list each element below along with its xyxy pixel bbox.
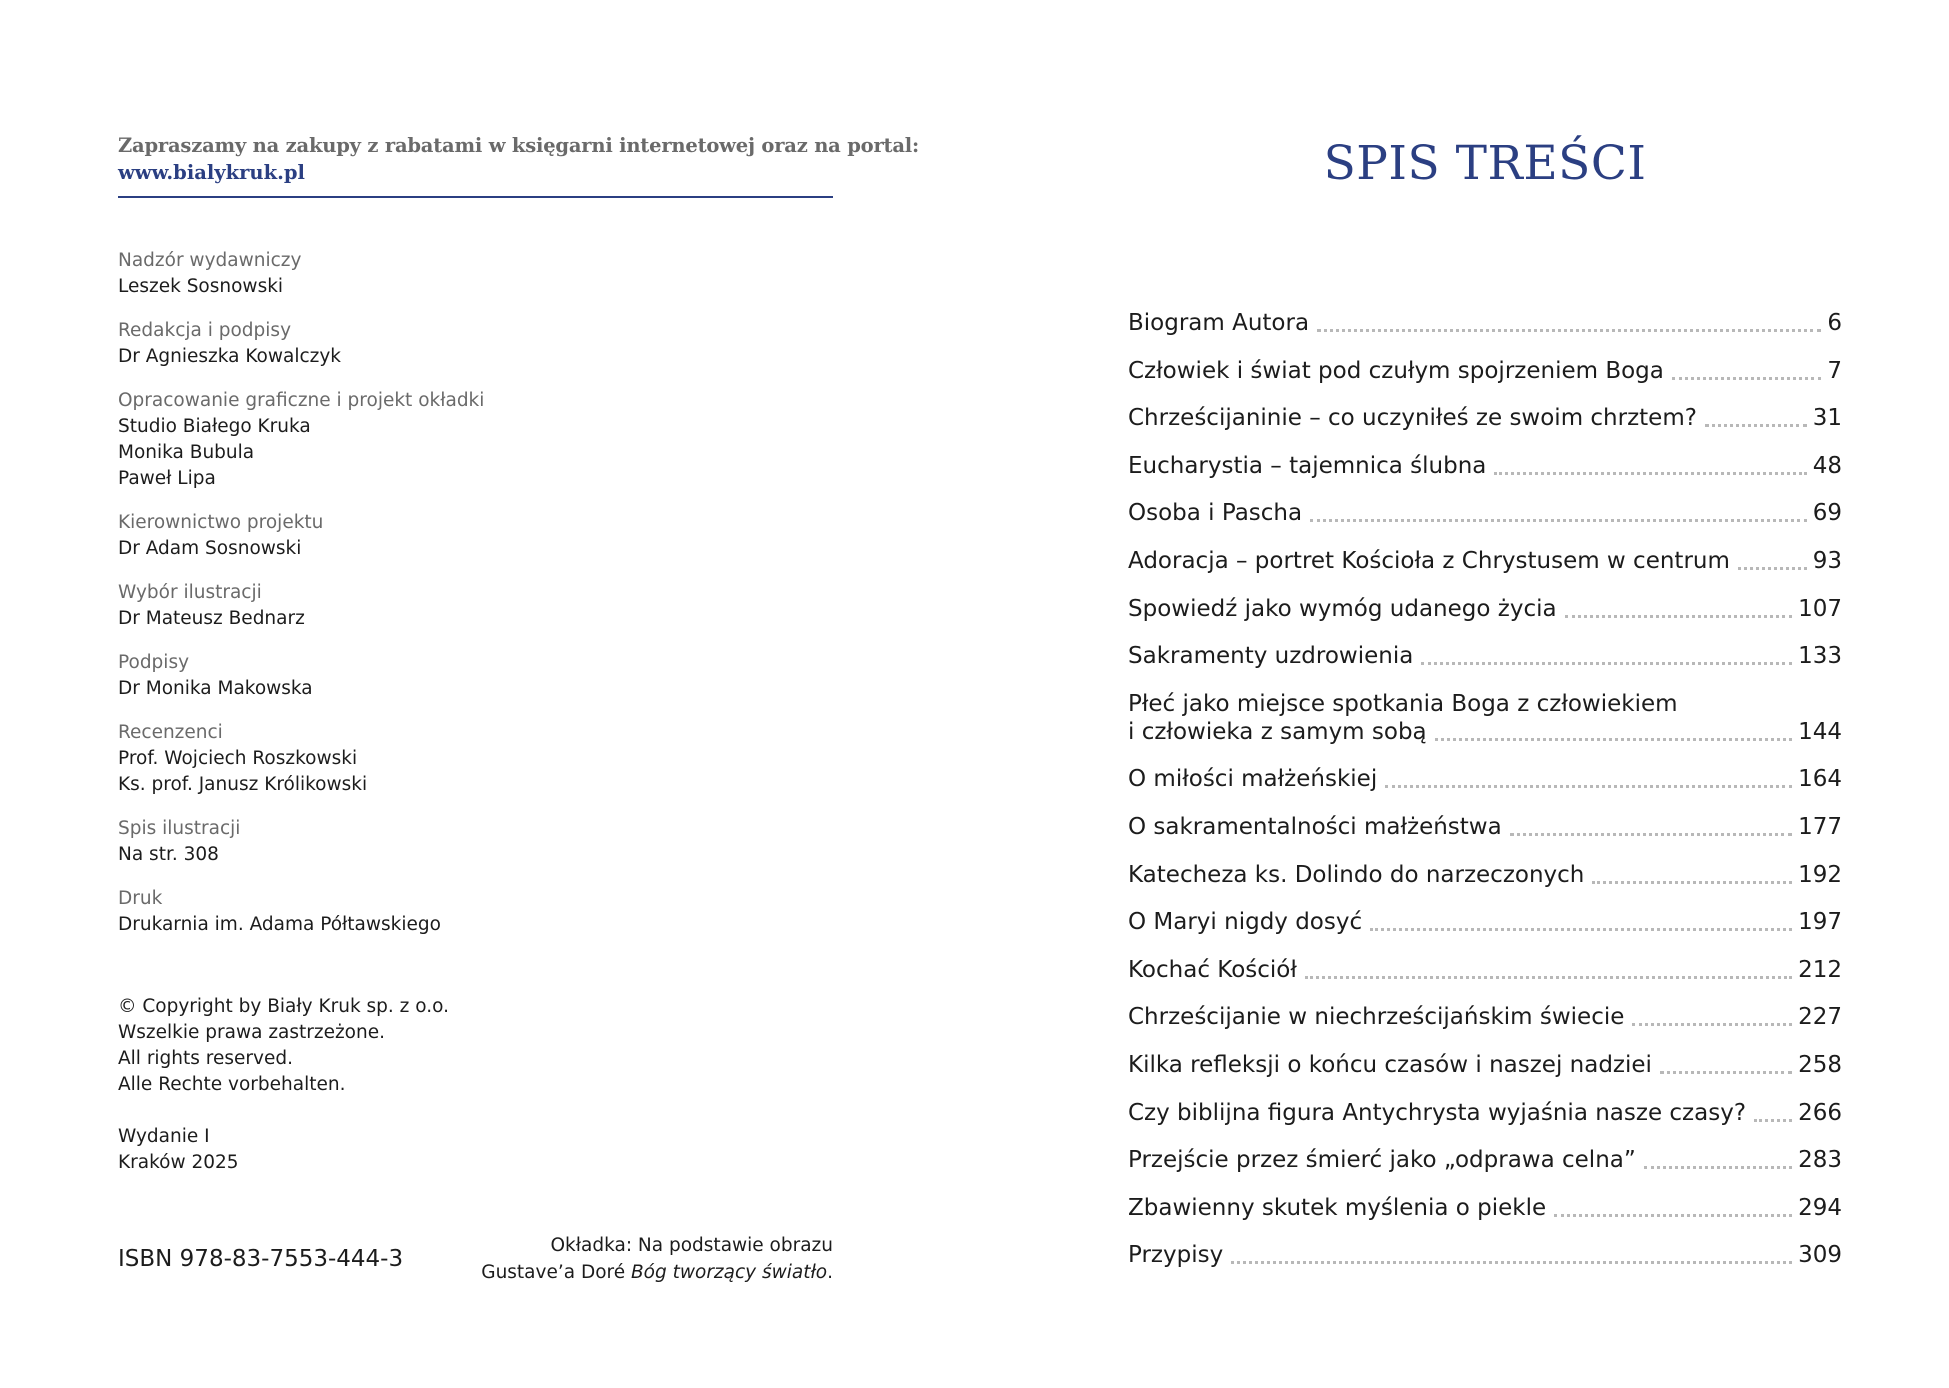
dot-leader bbox=[1231, 1261, 1792, 1264]
toc-entry[interactable] bbox=[1128, 449, 1842, 484]
dot-leader bbox=[1705, 424, 1807, 427]
dot-leader bbox=[1310, 519, 1807, 522]
toc-entry-title: O miłości małżeńskiej bbox=[1128, 766, 1378, 793]
dot-leader bbox=[1494, 472, 1806, 475]
toc-page-number: 192 bbox=[1798, 861, 1842, 888]
credit-block bbox=[118, 650, 833, 702]
toc-page-number: 212 bbox=[1798, 956, 1842, 983]
toc-page-number: 258 bbox=[1798, 1051, 1842, 1078]
toc-entry[interactable] bbox=[1128, 1096, 1842, 1131]
toc-page-number: 309 bbox=[1798, 1242, 1842, 1269]
toc-list bbox=[1128, 306, 1842, 1286]
dot-leader bbox=[1754, 1119, 1792, 1122]
toc-entry-title: O Maryi nigdy dosyć bbox=[1128, 909, 1363, 936]
cover-note-line: Okładka: Na podstawie obrazu bbox=[550, 1235, 833, 1256]
edition-place-year: Kraków 2025 bbox=[118, 1152, 239, 1173]
toc-entry-title: i człowieka z samym sobą bbox=[1128, 718, 1427, 745]
toc-page-number: 283 bbox=[1798, 1147, 1842, 1174]
dot-leader bbox=[1672, 377, 1821, 380]
credit-person-name: Na str. 308 bbox=[118, 844, 219, 865]
credit-role-label: Podpisy bbox=[118, 652, 190, 673]
copyright-line: Alle Rechte vorbehalten. bbox=[118, 1074, 346, 1095]
toc-entry[interactable] bbox=[1128, 905, 1842, 940]
toc-page-number: 294 bbox=[1798, 1194, 1842, 1221]
dot-leader bbox=[1660, 1071, 1792, 1074]
divider bbox=[118, 196, 833, 198]
toc-entry[interactable] bbox=[1128, 1000, 1842, 1035]
credit-role-label: Wybór ilustracji bbox=[118, 582, 262, 603]
toc-page-number: 6 bbox=[1827, 310, 1842, 336]
toc-entry[interactable] bbox=[1128, 496, 1842, 531]
isbn: ISBN 978-83-7553-444-3 bbox=[118, 1246, 404, 1272]
toc-entry-title: Człowiek i świat pod czułym spojrzeniem Boga bbox=[1128, 357, 1664, 384]
cover-note-artist: Gustave’a Doré bbox=[481, 1262, 631, 1283]
dot-leader bbox=[1317, 329, 1821, 332]
toc-entry-title: O sakramentalności małżeństwa bbox=[1128, 813, 1502, 840]
credit-person-name: Dr Monika Makowska bbox=[118, 678, 313, 699]
toc-page-number: 164 bbox=[1798, 766, 1842, 793]
cover-note-artwork-title: Bóg tworzący światło bbox=[630, 1262, 828, 1283]
toc-entry[interactable] bbox=[1128, 1238, 1842, 1273]
dot-leader bbox=[1592, 881, 1792, 884]
credit-role-label: Recenzenci bbox=[118, 722, 223, 743]
promo-text: Zapraszamy na zakupy z rabatami w księgarni internetowej oraz na portal: bbox=[118, 134, 919, 157]
dot-leader bbox=[1385, 785, 1792, 788]
credit-role-label: Redakcja i podpisy bbox=[118, 320, 292, 341]
cover-note bbox=[481, 1232, 833, 1286]
credit-person-name: Paweł Lipa bbox=[118, 468, 216, 489]
toc-entry-title: Eucharystia – tajemnica ślubna bbox=[1128, 452, 1487, 479]
toc-entry-title: Płeć jako miejsce spotkania Boga z człowiekiem bbox=[1128, 690, 1678, 717]
dot-leader bbox=[1370, 928, 1792, 931]
toc-entry-title: Adoracja – portret Kościoła z Chrystusem w centrum bbox=[1128, 547, 1730, 574]
toc-entry[interactable] bbox=[1128, 544, 1842, 579]
credit-role-label: Druk bbox=[118, 888, 163, 909]
edition-info bbox=[118, 1124, 239, 1176]
credit-block bbox=[118, 886, 833, 938]
credit-person-name: Ks. prof. Janusz Królikowski bbox=[118, 774, 368, 795]
toc-entry-title: Osoba i Pascha bbox=[1128, 500, 1303, 527]
toc-entry[interactable] bbox=[1128, 1143, 1842, 1178]
dot-leader bbox=[1644, 1166, 1792, 1169]
dot-leader bbox=[1565, 615, 1793, 618]
toc-entry[interactable] bbox=[1128, 354, 1842, 389]
credit-role-label: Spis ilustracji bbox=[118, 818, 241, 839]
credit-person-name: Dr Mateusz Bednarz bbox=[118, 608, 305, 629]
dot-leader bbox=[1632, 1023, 1792, 1026]
credit-block bbox=[118, 510, 833, 562]
toc-entry-title: Przypisy bbox=[1128, 1242, 1224, 1269]
credit-person-name: Drukarnia im. Adama Półtawskiego bbox=[118, 914, 441, 935]
copyright-line: Wszelkie prawa zastrzeżone. bbox=[118, 1022, 385, 1043]
copyright-line: All rights reserved. bbox=[118, 1048, 293, 1069]
credit-person-name: Dr Adam Sosnowski bbox=[118, 538, 302, 559]
toc-page-number: 197 bbox=[1798, 909, 1842, 936]
toc-page-number: 69 bbox=[1812, 500, 1842, 527]
toc-entry-title: Katecheza ks. Dolindo do narzeczonych bbox=[1128, 861, 1585, 888]
toc-page-number: 133 bbox=[1798, 643, 1842, 670]
toc-page-number: 227 bbox=[1798, 1004, 1842, 1031]
toc-page-number: 7 bbox=[1827, 357, 1842, 384]
table-of-contents-page bbox=[1128, 128, 1842, 1308]
toc-entry-title: Zbawienny skutek myślenia o piekle bbox=[1128, 1194, 1547, 1221]
credits-list bbox=[118, 248, 833, 956]
toc-entry[interactable] bbox=[1128, 1191, 1842, 1226]
toc-page-number: 93 bbox=[1812, 547, 1842, 574]
credit-block bbox=[118, 816, 833, 868]
credit-person-name: Dr Agnieszka Kowalczyk bbox=[118, 346, 342, 367]
toc-entry[interactable] bbox=[1128, 592, 1842, 627]
toc-entry[interactable] bbox=[1128, 953, 1842, 988]
dot-leader bbox=[1305, 976, 1792, 979]
toc-page-number: 266 bbox=[1798, 1099, 1842, 1126]
toc-entry-title: Biogram Autora bbox=[1128, 310, 1310, 336]
toc-page-number: 144 bbox=[1798, 718, 1842, 745]
promo-url-link[interactable]: www.bialykruk.pl bbox=[118, 161, 305, 184]
dot-leader bbox=[1738, 567, 1807, 570]
copyright-notice bbox=[118, 994, 449, 1098]
toc-entry-title: Kochać Kościół bbox=[1128, 956, 1297, 983]
toc-entry-title: Sakramenty uzdrowienia bbox=[1128, 643, 1414, 670]
credit-role-label: Kierownictwo projektu bbox=[118, 512, 324, 533]
toc-page-number: 107 bbox=[1798, 595, 1842, 622]
cover-note-period: . bbox=[827, 1262, 833, 1283]
toc-entry[interactable] bbox=[1128, 306, 1842, 341]
credit-block bbox=[118, 248, 833, 300]
credit-block bbox=[118, 388, 833, 492]
toc-entry[interactable] bbox=[1128, 858, 1842, 893]
toc-entry-title: Spowiedź jako wymóg udanego życia bbox=[1128, 595, 1557, 622]
copyright-line: © Copyright by Biały Kruk sp. z o.o. bbox=[118, 996, 450, 1017]
toc-entry[interactable] bbox=[1128, 762, 1842, 797]
credit-role-label: Nadzór wydawniczy bbox=[118, 250, 302, 271]
cover-note-line bbox=[481, 1259, 833, 1286]
toc-entry[interactable] bbox=[1128, 810, 1842, 845]
toc-entry-title: Kilka refleksji o końcu czasów i naszej nadziei bbox=[1128, 1051, 1652, 1078]
toc-entry-title: Chrześcijanie w niechrześcijańskim świecie bbox=[1128, 1004, 1625, 1031]
toc-entry[interactable] bbox=[1128, 401, 1842, 436]
credit-block bbox=[118, 318, 833, 370]
toc-page-number: 48 bbox=[1812, 452, 1842, 479]
credit-block bbox=[118, 580, 833, 632]
dot-leader bbox=[1510, 833, 1792, 836]
toc-entry[interactable] bbox=[1128, 1048, 1842, 1083]
toc-entry-title: Przejście przez śmierć jako „odprawa celna” bbox=[1128, 1147, 1636, 1174]
imprint-page bbox=[118, 132, 919, 1292]
toc-entry[interactable] bbox=[1128, 639, 1842, 674]
credit-person-name: Monika Bubula bbox=[118, 442, 255, 463]
credit-block bbox=[118, 720, 833, 798]
toc-title: SPIS TREŚCI bbox=[1323, 136, 1647, 191]
dot-leader bbox=[1435, 738, 1792, 741]
credit-role-label: Opracowanie graficzne i projekt okładki bbox=[118, 390, 485, 411]
credit-person-name: Studio Białego Kruka bbox=[118, 416, 311, 437]
toc-page-number: 31 bbox=[1812, 405, 1842, 432]
edition-number: Wydanie I bbox=[118, 1126, 210, 1147]
dot-leader bbox=[1554, 1214, 1792, 1217]
credit-person-name: Prof. Wojciech Roszkowski bbox=[118, 748, 358, 769]
toc-entry-title: Chrześcijaninie – co uczyniłeś ze swoim chrztem? bbox=[1128, 405, 1697, 432]
credit-person-name: Leszek Sosnowski bbox=[118, 276, 284, 297]
dot-leader bbox=[1421, 662, 1792, 665]
toc-page-number: 177 bbox=[1798, 813, 1842, 840]
toc-entry-title: Czy biblijna figura Antychrysta wyjaśnia nasze czasy? bbox=[1128, 1099, 1747, 1126]
